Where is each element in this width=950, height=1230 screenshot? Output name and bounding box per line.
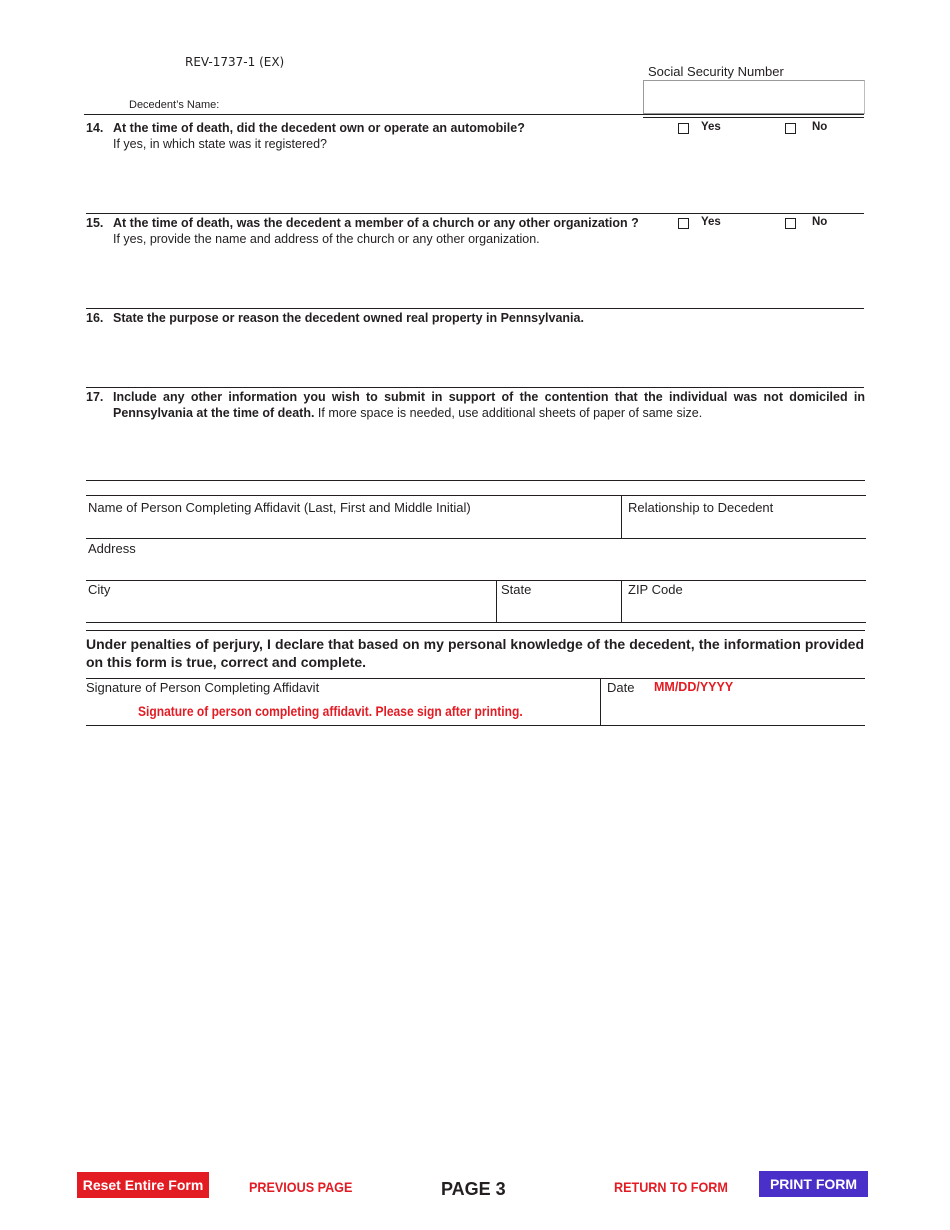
city-label: City xyxy=(88,582,111,597)
perjury-declaration: Under penalties of perjury, I declare that based on my personal knowledge of the decedent, the information provided on this form is true, correct and complete. xyxy=(86,636,864,670)
header-rule xyxy=(84,114,864,115)
previous-page-link[interactable]: PREVIOUS PAGE xyxy=(249,1179,353,1195)
table-divider xyxy=(496,580,497,622)
question-text: State the purpose or reason the decedent owned real property in Pennsylvania. xyxy=(113,311,584,325)
declaration-rule xyxy=(86,630,865,631)
q15-no-checkbox[interactable] xyxy=(785,218,796,229)
divider xyxy=(86,387,864,388)
return-to-form-link[interactable]: RETURN TO FORM xyxy=(614,1179,728,1195)
table-divider xyxy=(621,580,622,622)
signature-top-rule xyxy=(86,678,865,679)
signature-divider xyxy=(600,678,601,725)
date-label: Date xyxy=(607,680,635,695)
question-text: At the time of death, did the decedent own or operate an automobile? xyxy=(113,121,525,135)
divider xyxy=(86,308,864,309)
section-rule xyxy=(86,480,865,481)
q14-answer-input[interactable] xyxy=(113,153,863,209)
city-input[interactable] xyxy=(88,598,492,620)
q14-no-label: No xyxy=(812,121,828,133)
table-top-rule xyxy=(86,495,866,496)
question-text: At the time of death, was the decedent a member of a church or any other organization ? xyxy=(113,216,639,230)
question-number: 16. xyxy=(86,311,104,325)
question-subtext: If yes, in which state was it registered? xyxy=(113,137,327,151)
table-bottom-rule xyxy=(86,622,866,623)
zip-input[interactable] xyxy=(628,598,863,620)
relationship-label: Relationship to Decedent xyxy=(628,500,774,515)
q14-yes-label: Yes xyxy=(701,121,721,133)
page-number: PAGE 3 xyxy=(441,1179,506,1199)
signature-bottom-rule xyxy=(86,725,865,726)
form-code: REV-1737-1 (EX) xyxy=(185,55,285,69)
decedent-name-label: Decedent’s Name: xyxy=(129,99,220,111)
header-rule-thin xyxy=(643,117,864,118)
q15-answer-input[interactable] xyxy=(113,248,863,304)
signature-placeholder: Signature of person completing affidavit. Please sign after printing. xyxy=(138,703,523,719)
table-rule xyxy=(86,538,866,539)
q15-no-label: No xyxy=(812,216,828,228)
divider xyxy=(86,213,864,214)
question-text-rest: If more space is needed, use additional sheets of paper of same size. xyxy=(314,405,703,420)
q15-yes-checkbox[interactable] xyxy=(678,218,689,229)
decedent-name-input[interactable] xyxy=(222,92,637,113)
q14-no-checkbox[interactable] xyxy=(785,123,796,134)
date-input[interactable]: MM/DD/YYYY xyxy=(654,680,734,694)
address-input[interactable] xyxy=(88,556,863,579)
q15-yes-label: Yes xyxy=(701,216,721,228)
question-text xyxy=(113,390,865,421)
affiant-name-label: Name of Person Completing Affidavit (Last, First and Middle Initial) xyxy=(88,500,471,515)
q14-yes-checkbox[interactable] xyxy=(678,123,689,134)
table-divider xyxy=(621,495,622,538)
state-label: State xyxy=(501,582,532,597)
zip-label: ZIP Code xyxy=(628,582,683,597)
question-number: 17. xyxy=(86,390,104,404)
q17-answer-input[interactable] xyxy=(113,423,863,475)
affiant-name-input[interactable] xyxy=(88,515,618,537)
signature-label: Signature of Person Completing Affidavit xyxy=(86,680,320,695)
ssn-input[interactable] xyxy=(643,80,865,114)
ssn-label: Social Security Number xyxy=(648,64,784,79)
table-rule xyxy=(86,580,866,581)
relationship-input[interactable] xyxy=(628,515,863,537)
state-input[interactable] xyxy=(501,598,617,620)
q16-answer-input[interactable] xyxy=(113,328,863,384)
question-number: 14. xyxy=(86,121,104,135)
reset-form-button[interactable]: Reset Entire Form xyxy=(77,1172,209,1198)
question-subtext: If yes, provide the name and address of the church or any other organization. xyxy=(113,232,540,246)
print-form-button[interactable]: PRINT FORM xyxy=(759,1171,868,1197)
question-number: 15. xyxy=(86,216,104,230)
question-text-bold: Include any other information you wish to submit in support of the contention that the individual was not domiciled in Pennsylvania at the time of death. xyxy=(113,390,865,420)
address-label: Address xyxy=(88,541,136,556)
